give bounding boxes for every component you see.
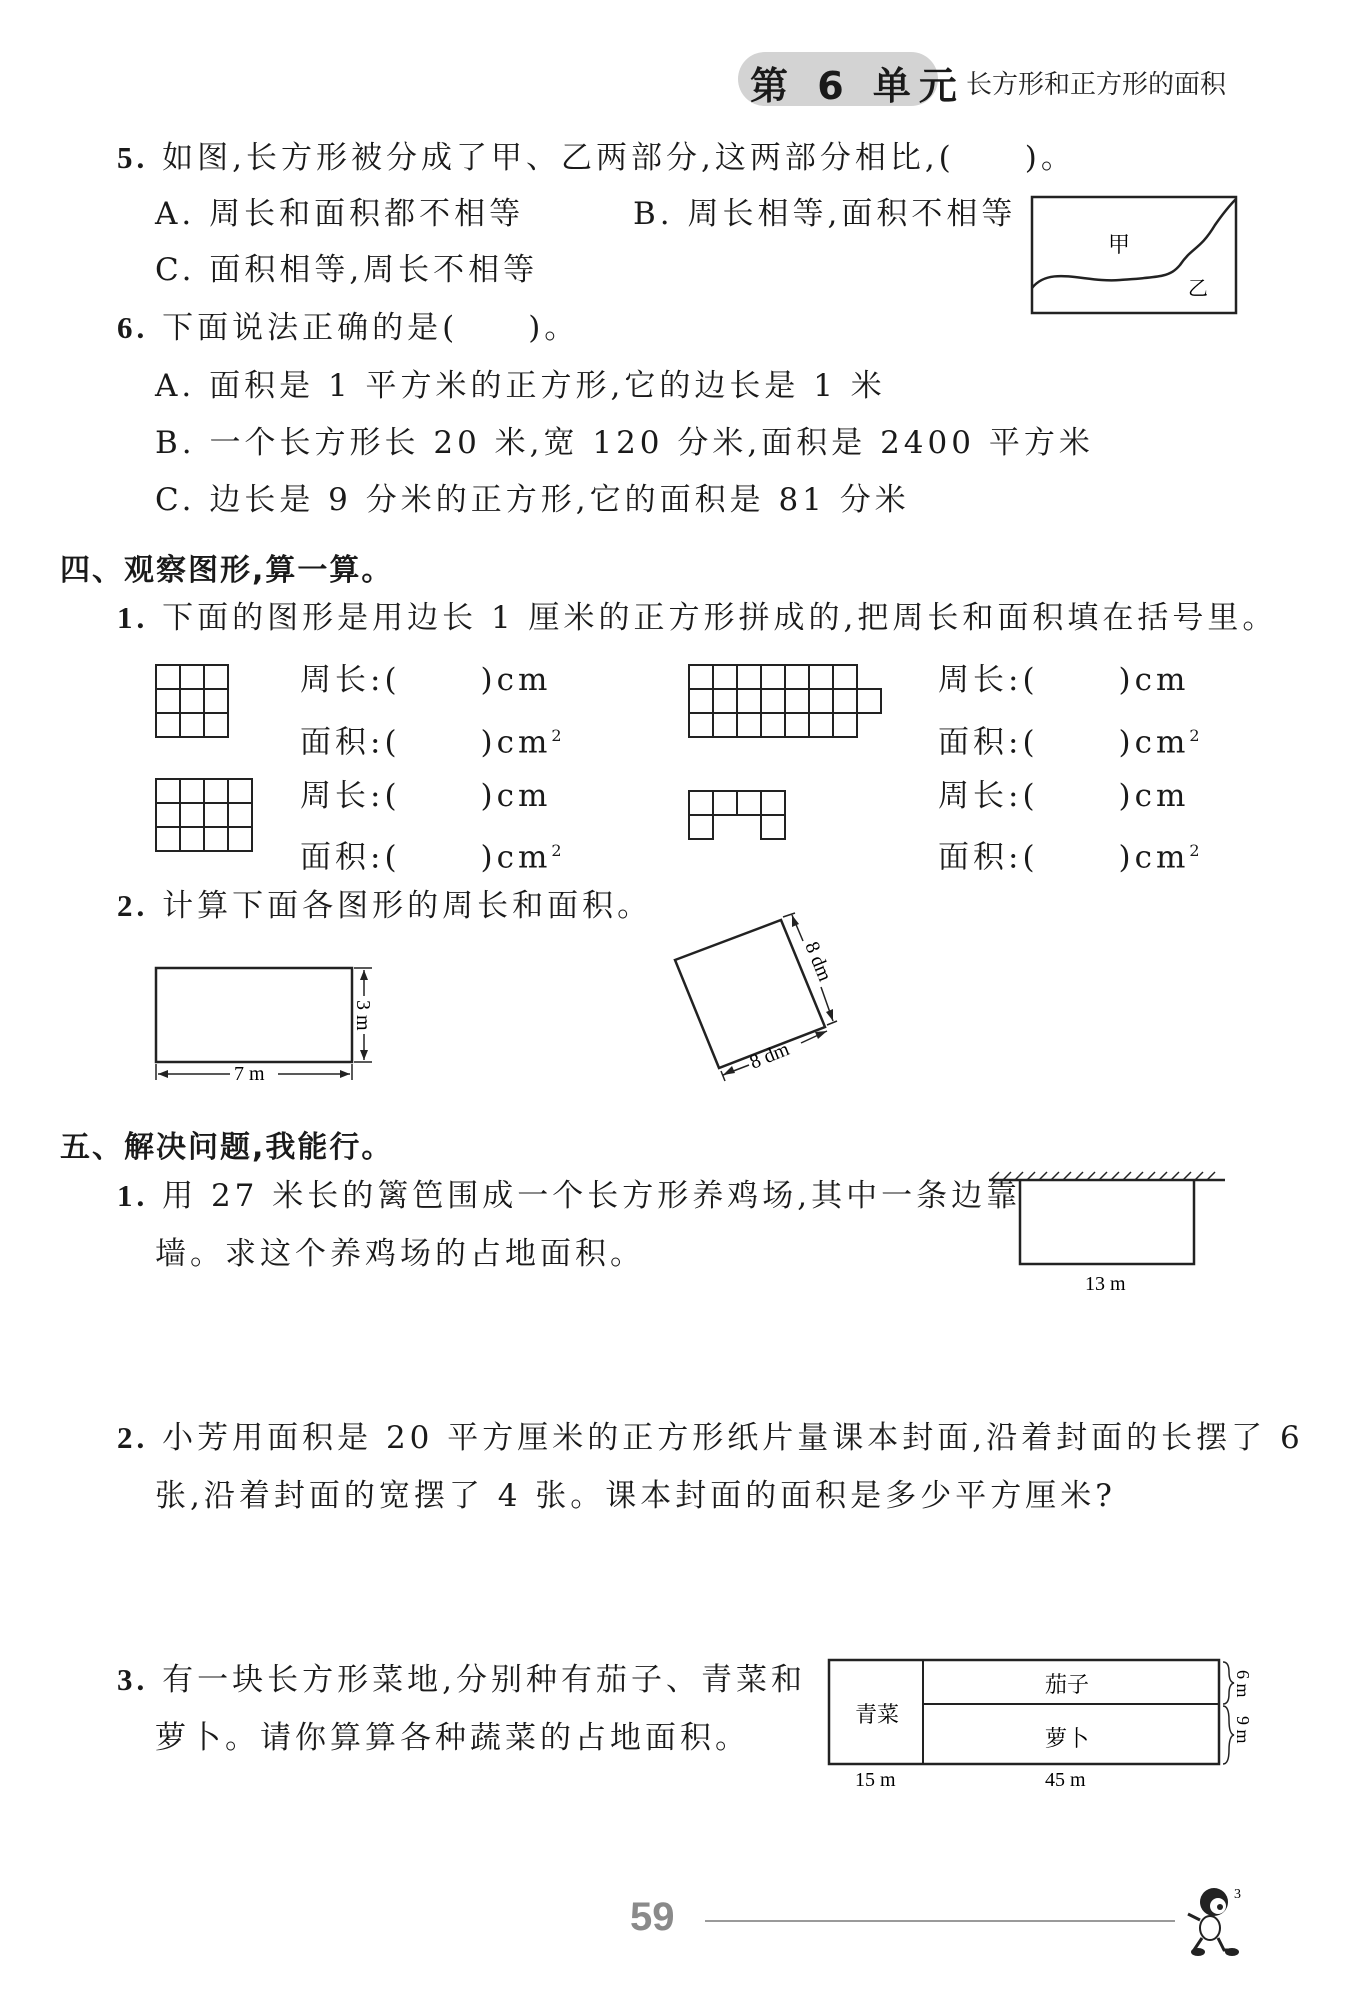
s4-question-1	[117, 598, 1277, 638]
area-unit: )cm	[480, 839, 552, 876]
s5-question-2-line2: 张,沿着封面的宽摆了 4 张。课本封面的面积是多少平方厘米?	[155, 1478, 1116, 1514]
label-w2: 45 m	[1045, 1769, 1086, 1791]
label-h1: 6 m	[1233, 1670, 1253, 1698]
question-number: 1.	[117, 1178, 149, 1213]
q6-option-b: B. 一个长方形长 20 米,宽 120 分米,面积是 2400 平方米	[155, 425, 1094, 461]
q5-option-b: B. 周长相等,面积不相等	[633, 196, 1017, 232]
superscript: 2	[1189, 726, 1204, 745]
area-label: 面积:(	[938, 839, 1039, 876]
question-text: 下面说法正确的是( )。	[162, 310, 580, 346]
q6-option-c: C. 边长是 9 分米的正方形,它的面积是 81 分米	[155, 482, 910, 518]
q5-dividing-curve	[1032, 199, 1236, 288]
label-qiezi: 茄子	[1045, 1673, 1090, 1698]
mascot-mark: 3	[1234, 1887, 1241, 1902]
superscript: 2	[551, 841, 566, 860]
question-text: 计算下面各图形的周长和面积。	[162, 888, 653, 924]
q5-option-a: A. 周长和面积都不相等	[155, 196, 525, 232]
answer-perimeter-3	[938, 660, 1189, 700]
page-number: 59	[630, 1895, 675, 1939]
superscript: 2	[1189, 841, 1204, 860]
chicken-coop-figure	[985, 1160, 1230, 1295]
q6-option-a: A. 面积是 1 平方米的正方形,它的边长是 1 米	[155, 368, 886, 404]
perimeter-label: 周长:(	[300, 662, 401, 698]
answer-area-1	[300, 716, 566, 762]
question-text: 如图,长方形被分成了甲、乙两部分,这两部分相比,( )。	[162, 140, 1076, 176]
q5-figure	[1030, 195, 1240, 320]
grid-shape-3x3	[155, 664, 231, 740]
unit-subtitle: 长方形和正方形的面积	[966, 70, 1227, 100]
rotated-square	[675, 920, 825, 1068]
answer-area-3	[938, 716, 1204, 762]
grid-shape-staircase	[688, 664, 888, 740]
fence-length-label: 13 m	[1085, 1273, 1126, 1295]
label-luobo: 萝卜	[1045, 1727, 1090, 1752]
label-qingcai: 青菜	[855, 1703, 900, 1728]
area-label: 面积:(	[300, 839, 401, 876]
answer-area-4	[938, 831, 1204, 877]
answer-perimeter-4	[938, 776, 1189, 816]
grid-shape-3x4	[155, 778, 255, 854]
question-number: 1.	[117, 600, 149, 635]
label-h2: 9 m	[1233, 1716, 1253, 1744]
area-label: 面积:(	[938, 724, 1039, 761]
question-number: 2.	[117, 888, 149, 923]
q5-label-yi: 乙	[1188, 278, 1208, 300]
perimeter-label: 周长:(	[938, 778, 1039, 814]
answer-area-2	[300, 831, 566, 877]
superscript: 2	[551, 726, 566, 745]
rectangle-figure	[150, 960, 390, 1090]
section-5-title: 五、解决问题,我能行。	[60, 1130, 394, 1165]
rotated-square-figure	[665, 905, 845, 1085]
area-unit: )cm	[1118, 839, 1190, 876]
s5-question-1	[117, 1176, 1021, 1216]
brace-top	[1223, 1662, 1234, 1704]
label-w1: 15 m	[855, 1769, 896, 1791]
question-number: 6.	[117, 310, 149, 345]
question-text: 有一块长方形菜地,分别种有茄子、青菜和	[162, 1662, 806, 1698]
answer-perimeter-2	[300, 776, 551, 816]
s5-question-3-line2: 萝卜。请你算算各种蔬菜的占地面积。	[155, 1720, 750, 1756]
q5-label-jia: 甲	[1108, 232, 1131, 257]
q5-option-c: C. 面积相等,周长不相等	[155, 252, 539, 288]
area-unit: )cm	[480, 724, 552, 761]
s5-question-3	[117, 1660, 806, 1700]
s5-question-2	[117, 1418, 1304, 1458]
fence	[1020, 1180, 1194, 1264]
question-number: 2.	[117, 1420, 149, 1455]
question-6	[117, 308, 579, 348]
question-number: 3.	[117, 1662, 149, 1697]
area-label: 面积:(	[300, 724, 401, 761]
answer-perimeter-1	[300, 660, 551, 700]
area-unit: )cm	[1118, 724, 1190, 761]
perimeter-unit: )cm	[1118, 662, 1190, 698]
square-side-label-bottom: 8 dm	[746, 1038, 793, 1074]
section-4-title: 四、观察图形,算一算。	[60, 553, 394, 588]
question-text: 用 27 米长的篱笆围成一个长方形养鸡场,其中一条边靠	[162, 1178, 1022, 1214]
question-text: 下面的图形是用边长 1 厘米的正方形拼成的,把周长和面积填在括号里。	[162, 600, 1278, 636]
grid-shape-small	[688, 790, 788, 850]
perimeter-unit: )cm	[480, 778, 552, 814]
vegetable-field-figure	[825, 1650, 1253, 1791]
perimeter-unit: )cm	[1118, 778, 1190, 814]
footer-rule	[705, 1920, 1175, 1922]
s4-question-2	[117, 886, 652, 926]
question-5	[117, 138, 1076, 178]
question-text: 小芳用面积是 20 平方厘米的正方形纸片量课本封面,沿着封面的长摆了 6	[162, 1420, 1304, 1456]
s5-question-1-line2: 墙。求这个养鸡场的占地面积。	[155, 1236, 645, 1272]
rectangle	[156, 968, 352, 1062]
mascot-icon	[1180, 1880, 1250, 1960]
brace-bottom	[1223, 1706, 1234, 1764]
rect-height-label: 3 m	[352, 1000, 374, 1031]
unit-title: 第 6 单元	[750, 64, 965, 108]
question-number: 5.	[117, 140, 149, 175]
square-side-label-right: 8 dm	[800, 938, 836, 985]
perimeter-label: 周长:(	[938, 662, 1039, 698]
perimeter-unit: )cm	[480, 662, 552, 698]
perimeter-label: 周长:(	[300, 778, 401, 814]
rect-width-label: 7 m	[234, 1063, 265, 1085]
